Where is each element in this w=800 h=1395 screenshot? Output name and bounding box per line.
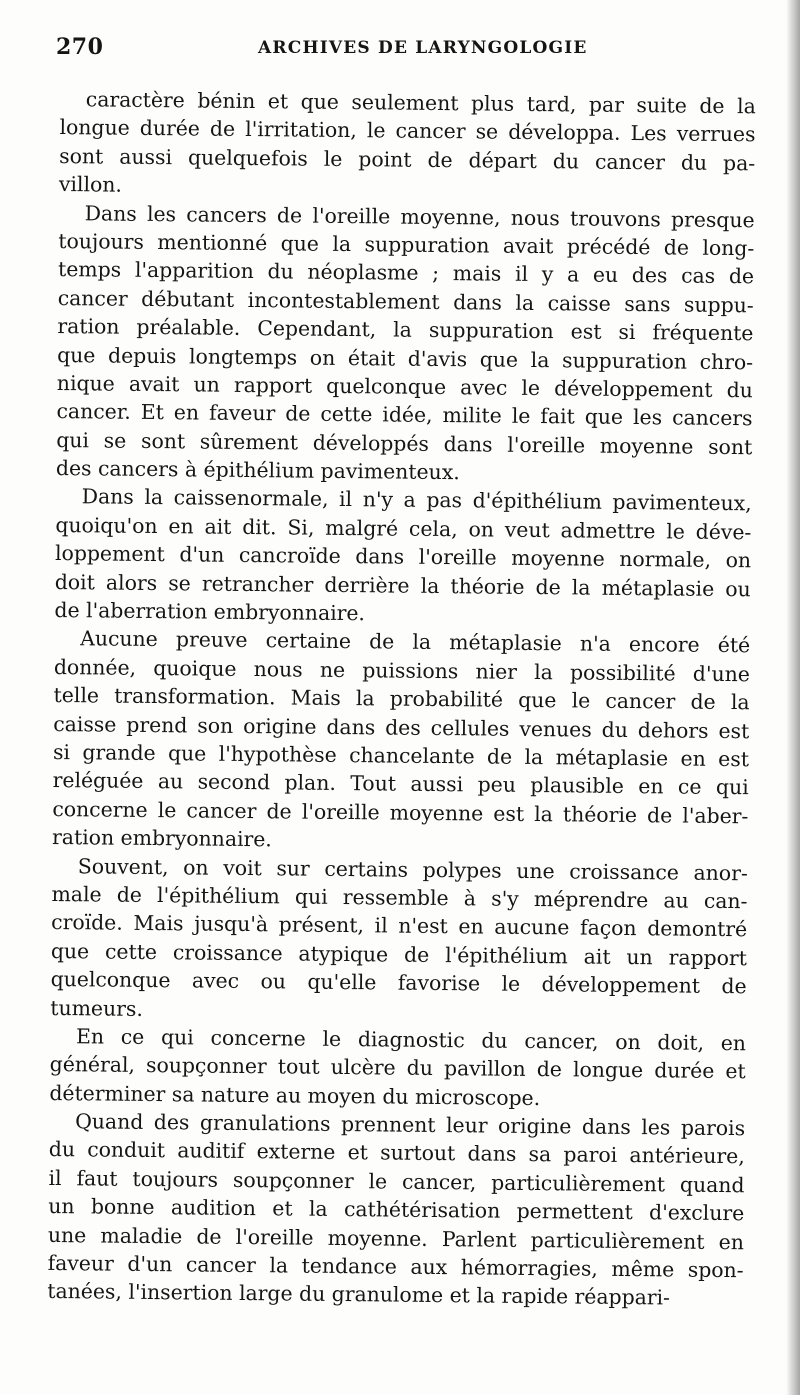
text-line: général, soupçonner tout ulcère du pavillon de longue durée et xyxy=(49,1052,746,1084)
text-line: Dans la caissenormale, il n'y a pas d'épithélium pavimenteux, xyxy=(81,484,752,516)
page-edge-shadow xyxy=(786,0,800,1395)
text-line: toujours mentionné que la suppuration avait précédé de long- xyxy=(58,228,755,261)
text-line: Dans les cancers de l'oreille moyenne, nous trouvons presque xyxy=(84,200,755,232)
text-line: faveur d'un cancer la tendance aux hémorragies, même spon- xyxy=(47,1250,744,1283)
paragraph xyxy=(47,1107,745,1313)
paragraph xyxy=(56,199,755,490)
text-line: croïde. Mais jusqu'à présent, il n'est en aucune façon demontré xyxy=(51,910,748,942)
text-line: que depuis longtemps on était d'avis que la suppuration chro- xyxy=(57,342,754,374)
text-line: villon. xyxy=(58,172,123,197)
text-line: de l'aberration embryonnaire. xyxy=(54,598,366,626)
text-line: En ce qui concerne le diagnostic du cancer, on doit, en xyxy=(75,1024,747,1056)
text-line: qui se sont sûrement développés dans l'oreille moyenne sont xyxy=(56,427,753,459)
text-line: telle transformation. Mais la probabilité que le cancer de la xyxy=(53,683,750,715)
running-head-title: ARCHIVES DE LARYNGOLOGIE xyxy=(258,38,588,58)
text-line: male de l'épithélium qui ressemble à s'y méprendre au can- xyxy=(51,881,748,914)
text-line: longue durée de l'irritation, le cancer se développa. Les verrues xyxy=(59,115,756,147)
text-line: tumeurs. xyxy=(50,995,144,1021)
text-line: quoiqu'on en ait dit. Si, malgré cela, on veut admettre le déve- xyxy=(55,512,752,545)
text-line: caractère bénin et que seulement plus tard, par suite de la xyxy=(85,87,756,119)
text-line: que cette croissance atypique de l'épithélium ait un rapport xyxy=(50,938,748,970)
text-line: loppement d'un cancroïde dans l'oreille moyenne normale, on xyxy=(54,541,752,573)
page-number: 270 xyxy=(56,34,104,60)
paragraph xyxy=(59,85,756,206)
text-line: donnée, quoique nous ne puissions nier la possibilité d'une xyxy=(53,654,750,687)
text-line: déterminer sa nature au moyen du microscope. xyxy=(49,1080,541,1110)
text-line: caisse prend son origine dans des cellules venues du dehors est xyxy=(53,711,750,743)
text-line: sont aussi quelquefois le point de départ du cancer du pa- xyxy=(59,143,756,176)
text-line: Souvent, on voit sur certains polypes une croissance anor- xyxy=(77,853,748,885)
body-text xyxy=(47,85,756,1313)
text-line: ration préalable. Cependant, la suppuration est si fréquente xyxy=(57,314,754,346)
text-line: nique avait un rapport quelconque avec le développement du xyxy=(56,370,753,403)
text-line: du conduit auditif externe et surtout dans sa paroi antérieure, xyxy=(48,1137,745,1169)
text-line: cancer débutant incontestablement dans la caisse sans suppu- xyxy=(57,285,754,318)
paragraph xyxy=(50,852,748,1030)
paragraph xyxy=(54,482,751,631)
text-line: concerne le cancer de l'oreille moyenne est la théorie de l'aber- xyxy=(52,796,749,829)
text-line: il faut toujours soupçonner le cancer, particulièrement quand xyxy=(48,1165,745,1198)
page-header xyxy=(56,34,756,64)
text-line: si grande que l'hypothèse chancelante de la métaplasie en est xyxy=(52,739,750,772)
text-line: ration embryonnaire. xyxy=(51,825,272,852)
text-line: quelconque avec ou qu'elle favorise le développement de xyxy=(50,967,747,999)
paragraph xyxy=(52,624,750,858)
paragraph xyxy=(49,1022,746,1114)
text-line: un bonne audition et la cathétérisation permettent d'exclure xyxy=(48,1194,745,1226)
text-line: Aucune preuve certaine de la métaplasie n'a encore été xyxy=(80,626,751,658)
text-line: tanées, l'insertion large du granulome et la rapide réappari- xyxy=(47,1279,671,1310)
text-line: reléguée au second plan. Tout aussi peu plausible en ce qui xyxy=(52,768,749,800)
text-line: une maladie de l'oreille moyenne. Parlent particulièrement en xyxy=(47,1222,745,1254)
text-line: doit alors se retrancher derrière la théorie de la métaplasie ou xyxy=(54,569,751,601)
text-line: temps l'apparition du néoplasme ; mais il y a eu des cas de xyxy=(57,257,755,289)
text-line: Quand des granulations prennent leur origine dans les parois xyxy=(75,1109,746,1141)
text-line: cancer. Et en faveur de cette idée, milite le fait que les cancers xyxy=(56,399,753,431)
text-line: des cancers à épithélium pavimenteux. xyxy=(55,456,460,485)
